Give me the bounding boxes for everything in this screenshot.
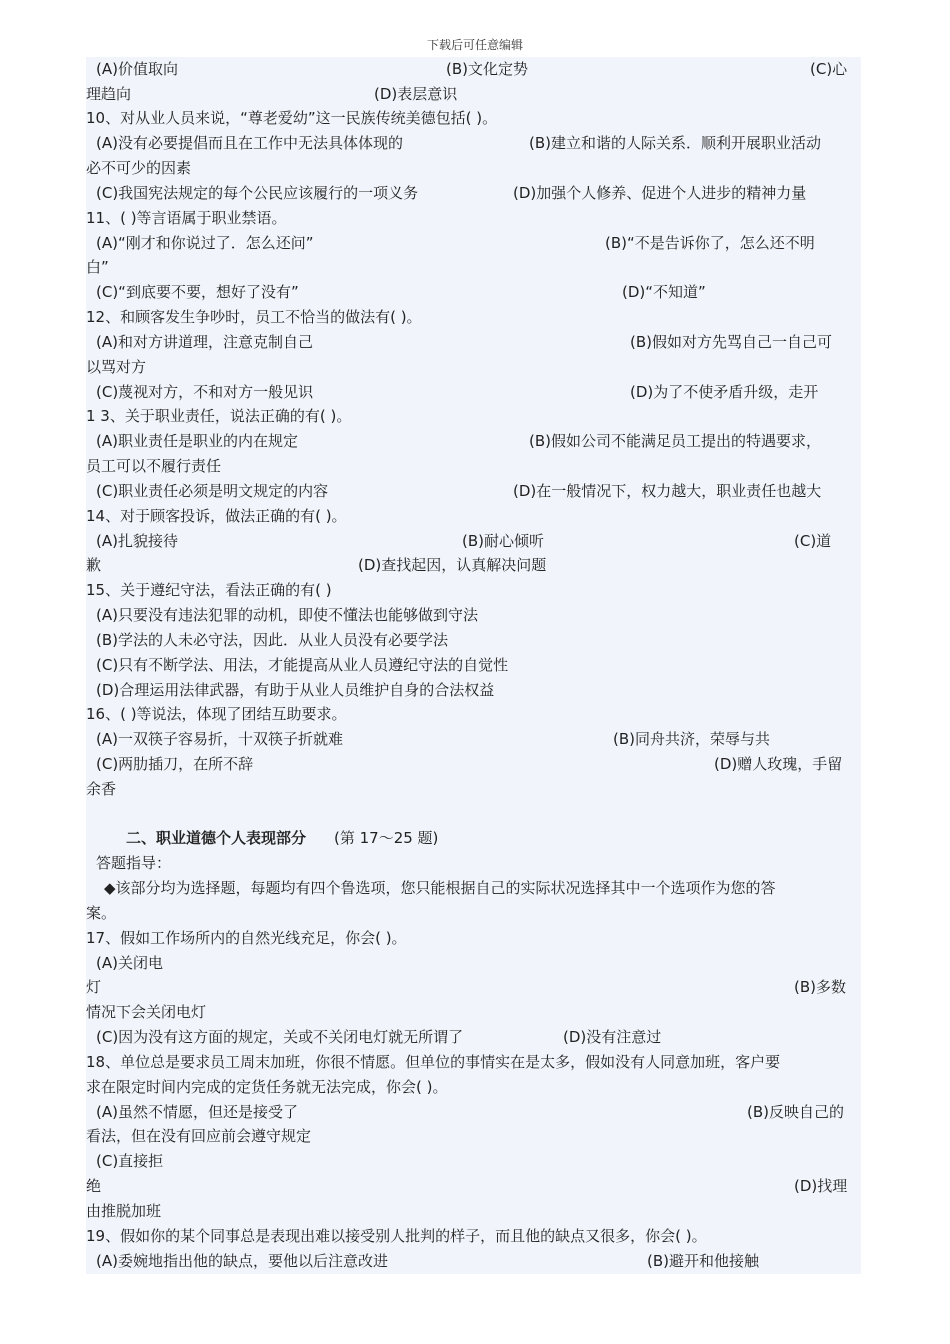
text-fragment: 二、职业道德个人表现部分 — [126, 829, 307, 847]
text-fragment: 歉 — [86, 556, 102, 574]
text-fragment: (C)心 — [810, 60, 848, 78]
text-line — [86, 678, 861, 703]
text-line — [86, 1075, 861, 1100]
text-fragment: (C)因为没有这方面的规定，关或不关闭电灯就无所谓了 — [96, 1028, 464, 1046]
text-fragment: 14、对于顾客投诉，做法正确的有( )。 — [86, 507, 347, 525]
text-fragment: (B)文化定势 — [446, 60, 528, 78]
text-fragment: (D)为了不使矛盾升级，走开 — [630, 383, 819, 401]
text-line — [86, 826, 861, 851]
text-fragment: (B)避开和他接触 — [647, 1252, 759, 1270]
text-fragment: 白” — [86, 258, 109, 276]
text-line — [86, 1174, 861, 1199]
text-fragment: (A)“刚才和你说过了．怎么还问” — [96, 234, 314, 252]
text-fragment: 答题指导： — [96, 854, 172, 872]
text-fragment: (A)职业责任是职业的内在规定 — [96, 432, 298, 450]
text-fragment: (C)两肋插刀，在所不辞 — [96, 755, 254, 773]
text-line — [86, 479, 861, 504]
text-fragment: (D)查找起因，认真解决问题 — [358, 556, 547, 574]
text-fragment: 11、( )等言语属于职业禁语。 — [86, 209, 287, 227]
text-line — [86, 1000, 861, 1025]
text-line — [86, 653, 861, 678]
text-fragment: (D)没有注意过 — [563, 1028, 662, 1046]
text-line — [86, 380, 861, 405]
text-fragment: (D)加强个人修养、促进个人进步的精神力量 — [513, 184, 807, 202]
text-fragment: (C)只有不断学法、用法，才能提高从业人员遵纪守法的自觉性 — [96, 656, 509, 674]
text-fragment: 案。 — [86, 904, 117, 922]
text-fragment: (C)道 — [794, 532, 832, 550]
text-fragment: 19、假如你的某个同事总是表现出难以接受别人批判的样子，而且他的缺点又很多，你会( )。 — [86, 1227, 707, 1245]
text-fragment: (B)耐心倾听 — [462, 532, 544, 550]
text-fragment: (A)和对方讲道理，注意克制自己 — [96, 333, 313, 351]
text-line — [86, 975, 861, 1000]
text-line — [86, 255, 861, 280]
text-fragment: (D)表层意识 — [374, 85, 458, 103]
text-fragment: 1 3、关于职业责任，说法正确的有( )。 — [86, 407, 352, 425]
text-line — [86, 926, 861, 951]
text-fragment: (第 17～25 题) — [334, 829, 439, 847]
text-fragment: (A)委婉地指出他的缺点，要他以后注意改进 — [96, 1252, 388, 1270]
text-line — [86, 727, 861, 752]
text-fragment: (A)扎貌接待 — [96, 532, 178, 550]
text-fragment: (B)同舟共济，荣辱与共 — [613, 730, 770, 748]
text-fragment: (C)我国宪法规定的每个公民应该履行的一项义务 — [96, 184, 419, 202]
text-line — [86, 131, 861, 156]
text-fragment: (B)假如对方先骂自己一自己可 — [630, 333, 832, 351]
text-fragment: 求在限定时间内完成的定货任务就无法完成，你会( )。 — [86, 1078, 448, 1096]
text-fragment: (B)多数 — [794, 978, 846, 996]
text-fragment: (B)假如公司不能满足员工提出的特遇要求， — [529, 432, 821, 450]
text-fragment: 由推脱加班 — [86, 1202, 162, 1220]
text-line — [86, 578, 861, 603]
text-line — [86, 82, 861, 107]
text-fragment: 17、假如工作场所内的自然光线充足，你会( )。 — [86, 929, 407, 947]
text-fragment: (D)赠人玫瑰，手留 — [714, 755, 843, 773]
text-line — [86, 454, 861, 479]
text-fragment: (C)蔑视对方，不和对方一般见识 — [96, 383, 314, 401]
text-fragment: 18、单位总是要求员工周末加班，你很不情愿。但单位的事情实在是太多，假如没有人同意加班，客户要 — [86, 1053, 781, 1071]
text-line — [86, 504, 861, 529]
text-line — [86, 330, 861, 355]
text-line — [86, 1100, 861, 1125]
document-body — [86, 57, 861, 1274]
text-fragment: 灯 — [86, 978, 102, 996]
text-fragment: (A)虽然不情愿，但还是接受了 — [96, 1103, 298, 1121]
text-fragment: (B)反映自己的 — [747, 1103, 844, 1121]
text-fragment: 15、关于遵纪守法，看法正确的有( ) — [86, 581, 332, 599]
text-fragment: 必不可少的因素 — [86, 159, 192, 177]
text-fragment: (C)职业责任必须是明文规定的内容 — [96, 482, 329, 500]
text-line — [86, 876, 861, 901]
text-fragment: 情况下会关闭电灯 — [86, 1003, 207, 1021]
text-fragment: (B)“不是告诉你了，怎么还不明 — [605, 234, 815, 252]
text-line — [86, 1199, 861, 1224]
text-line — [86, 1149, 861, 1174]
text-line — [86, 106, 861, 131]
text-fragment: (A)没有必要提倡而且在工作中无法具体体现的 — [96, 134, 403, 152]
text-fragment: 以骂对方 — [86, 358, 147, 376]
text-fragment: 12、和顾客发生争吵时，员工不恰当的做法有( )。 — [86, 308, 422, 326]
text-fragment: 看法，但在没有回应前会遵守规定 — [86, 1127, 312, 1145]
text-line — [86, 628, 861, 653]
text-fragment: 理趋向 — [86, 85, 132, 103]
text-line — [86, 777, 861, 802]
text-line — [86, 851, 861, 876]
text-fragment: (A)一双筷子容易折，十双筷子折就难 — [96, 730, 343, 748]
page-header-note: 下载后可任意编辑 — [426, 38, 523, 52]
text-line — [86, 156, 861, 181]
text-line — [86, 355, 861, 380]
text-fragment: 余香 — [86, 780, 117, 798]
text-line — [86, 901, 861, 926]
text-fragment: (C)直接拒 — [96, 1152, 164, 1170]
text-fragment: 10、对从业人员来说，“尊老爱幼”这一民族传统美德包括( )。 — [86, 109, 498, 127]
text-fragment: (C)“到底要不要，想好了没有” — [96, 283, 299, 301]
text-fragment: (A)价值取向 — [96, 60, 178, 78]
text-line — [86, 1025, 861, 1050]
text-fragment: (A)只要没有违法犯罪的动机，即使不懂法也能够做到守法 — [96, 606, 478, 624]
text-fragment: (D)找理 — [794, 1177, 848, 1195]
text-line — [86, 1249, 861, 1274]
text-fragment: ◆该部分均为选择题，每题均有四个鲁选项，您只能根据自己的实际状况选择其中一个选项作为您的答 — [104, 879, 776, 897]
text-line — [86, 1050, 861, 1075]
text-fragment: 绝 — [86, 1177, 102, 1195]
text-fragment: 16、( )等说法，体现了团结互助要求。 — [86, 705, 347, 723]
text-line — [86, 57, 861, 82]
text-line — [86, 702, 861, 727]
text-line — [86, 305, 861, 330]
text-fragment: (D)在一般情况下，权力越大，职业责任也越大 — [513, 482, 822, 500]
text-line — [86, 231, 861, 256]
text-line — [86, 280, 861, 305]
text-line — [86, 404, 861, 429]
text-line — [86, 1124, 861, 1149]
text-line — [86, 206, 861, 231]
text-line — [86, 752, 861, 777]
text-line — [86, 951, 861, 976]
text-fragment: (D)“不知道” — [622, 283, 706, 301]
text-line — [86, 1224, 861, 1249]
text-fragment: 员工可以不履行责任 — [86, 457, 222, 475]
text-line — [86, 429, 861, 454]
text-line — [86, 529, 861, 554]
text-fragment: (A)关闭电 — [96, 954, 163, 972]
text-line — [86, 181, 861, 206]
text-line — [86, 553, 861, 578]
text-line — [86, 603, 861, 628]
text-fragment: (B)学法的人未必守法，因此．从业人员没有必要学法 — [96, 631, 448, 649]
text-fragment: (D)合理运用法律武器，有助于从业人员维护自身的合法权益 — [96, 681, 495, 699]
text-fragment: (B)建立和谐的人际关系．顺利开展职业活动 — [529, 134, 821, 152]
